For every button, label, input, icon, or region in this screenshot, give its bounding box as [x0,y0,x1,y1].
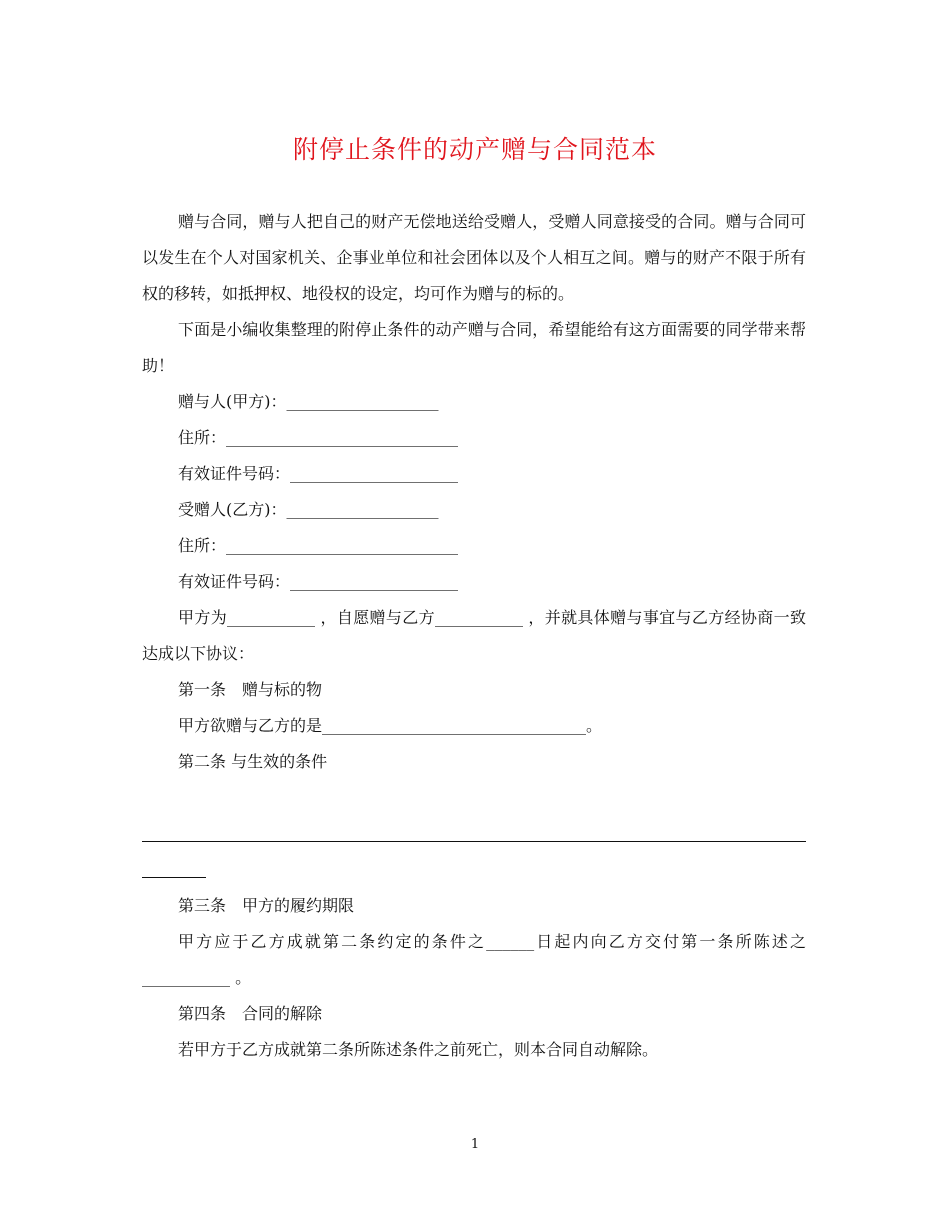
donee-id-field: 有效证件号码：_____________________ [178,572,459,591]
donee-name-field: 受赠人(乙方)：___________________ [178,500,439,519]
agreement-paragraph: 甲方为___________ ，自愿赠与乙方___________ ，并就具体赠与事宜与乙方经协商一致达成以下协议： [142,608,806,663]
article-2-heading: 第二条 与生效的条件 [178,752,328,771]
article-4-text: 若甲方于乙方成就第二条所陈述条件之前死亡，则本合同自动解除。 [178,1040,659,1059]
blank-space [142,780,806,816]
document-title: 附停止条件的动产赠与合同范本 [292,135,657,164]
article-2-fill-line-end [142,852,806,888]
article-2-fill-line [142,816,806,852]
article-3-heading: 第三条 甲方的履约期限 [178,896,355,915]
article-4-heading: 第四条 合同的解除 [178,1004,323,1023]
article-1-text: 甲方欲赠与乙方的是_________________________________。 [178,716,603,735]
document-body [142,204,806,1068]
donor-id-field: 有效证件号码：_____________________ [178,464,459,483]
article-1-heading: 第一条 赠与标的物 [178,680,323,699]
page-number: 1 [470,1137,480,1152]
donor-address-field: 住所：_____________________________ [178,428,459,447]
intro-paragraph-2: 下面是小编收集整理的附停止条件的动产赠与合同，希望能给有这方面需要的同学带来帮助！ [142,320,806,375]
donor-name-field: 赠与人(甲方)：___________________ [178,392,439,411]
donee-address-field: 住所：_____________________________ [178,536,459,555]
article-3-text: 甲方应于乙方成就第二条约定的条件之______日起内向乙方交付第一条所陈述之___________ 。 [142,932,806,987]
intro-paragraph-1: 赠与合同，赠与人把自己的财产无偿地送给受赠人，受赠人同意接受的合同。赠与合同可以发生在个人对国家机关、企事业单位和社会团体以及个人相互之间。赠与的财产不限于所有权的移转，如抵押权、地役权的设定，均可作为赠与的标的。 [142,212,806,303]
